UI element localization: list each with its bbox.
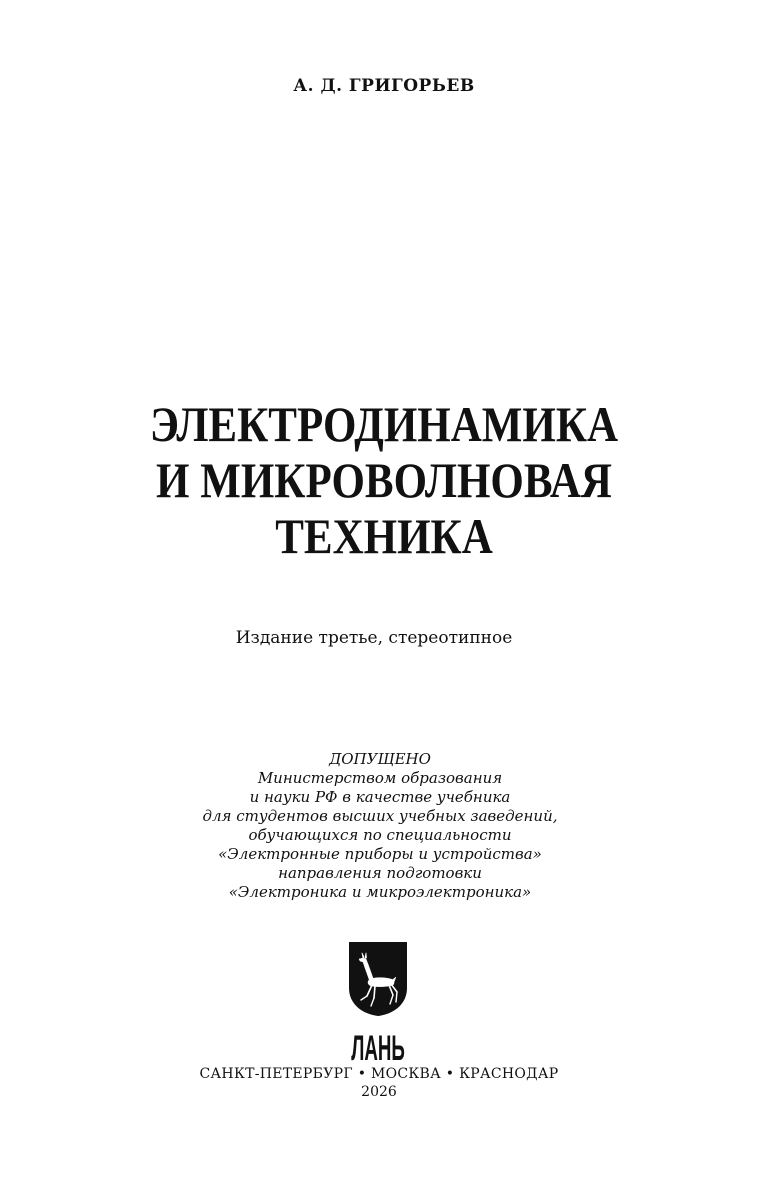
approval-block [0,750,760,902]
book-title [54,396,714,564]
edition-note: Издание третье, стереотипное [235,628,513,648]
approval-line: ДОПУЩЕНО [329,750,431,768]
approval-line: и науки РФ в качестве учебника [249,788,511,806]
approval-line: для студентов высших учебных заведений, [202,807,558,825]
approval-line: «Электроника и микроэлектроника» [228,883,532,901]
publication-year: 2026 [361,1084,397,1100]
approval-line: направления подготовки [278,864,482,882]
title-line-1: ЭЛЕКТРОДИНАМИКА [149,396,619,452]
approval-line: «Электронные приборы и устройства» [218,845,542,863]
title-line-2: И МИКРОВОЛНОВАЯ [156,452,612,508]
logo-text: ЛАНЬ [351,1028,405,1065]
publication-cities: САНКТ-ПЕТЕРБУРГ • МОСКВА • КРАСНОДАР [199,1066,559,1082]
deer-shield-icon [347,940,409,1065]
approval-line: обучающихся по специальности [248,826,512,844]
publisher-logo [347,940,409,1065]
approval-line: Министерством образования [257,769,503,787]
author-name: А. Д. ГРИГОРЬЕВ [293,76,475,96]
title-line-3: ТЕХНИКА [275,508,493,564]
